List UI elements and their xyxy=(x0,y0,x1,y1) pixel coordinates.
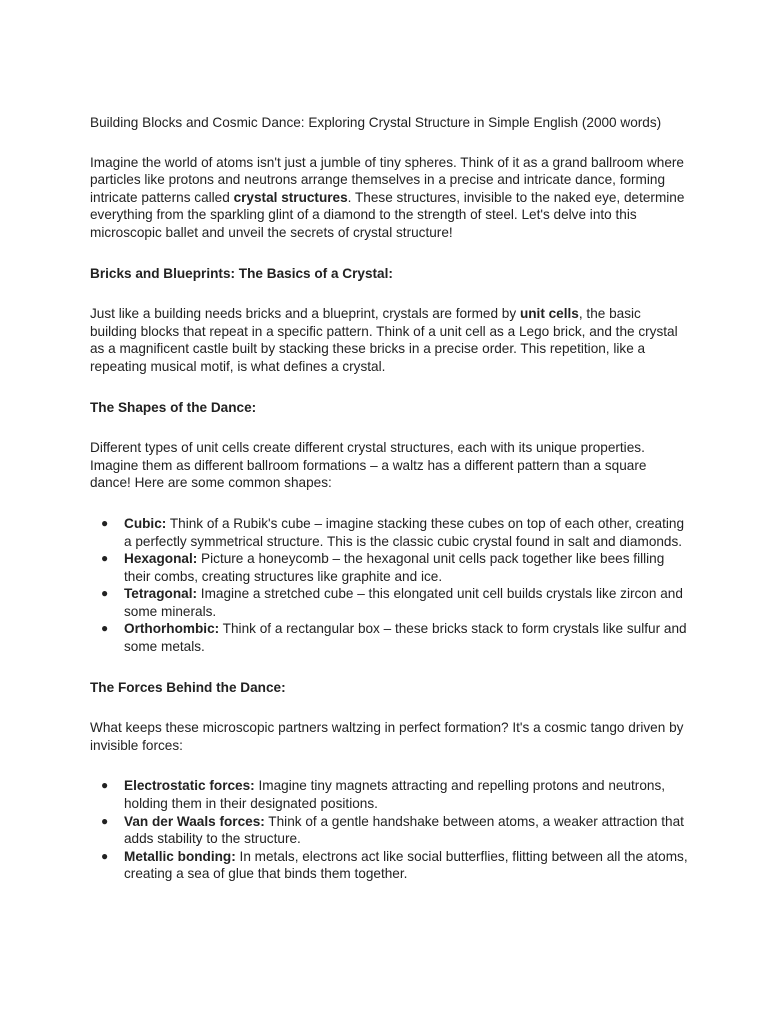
list-item-text: Think of a gentle handshake between atoms, a weaker attraction that adds stability to the structure. xyxy=(124,813,684,847)
list-item-text: Imagine tiny magnets attracting and repelling protons and neutrons, holding them in their designated positions. xyxy=(124,778,666,812)
document-title: Building Blocks and Cosmic Dance: Exploring Crystal Structure in Simple English (2000 words) xyxy=(90,115,662,130)
section-heading-shapes: The Shapes of the Dance: xyxy=(90,399,257,415)
list-item-text: In metals, electrons act like social butterflies, flitting between all the atoms, creating a sea of glue that binds them together. xyxy=(124,848,688,882)
basics-text-after: , the basic building blocks that repeat in a specific pattern. Think of a unit cell as a Lego brick, and the crystal as a magnificent castle built by stacking these bricks in a precise order. This repetition, like a repeating musical motif, is what defines a crystal. xyxy=(90,306,678,374)
list-item xyxy=(90,585,690,620)
intro-paragraph xyxy=(90,154,690,242)
shapes-bullet-list xyxy=(90,515,690,656)
list-item-text: Picture a honeycomb – the hexagonal unit cells pack together like bees filling their combs, creating structures like graphite and ice. xyxy=(124,551,665,584)
list-item xyxy=(90,515,690,550)
section-paragraph-forces: What keeps these microscopic partners waltzing in perfect formation? It's a cosmic tango driven by invisible forces: xyxy=(90,720,684,753)
intro-bold-term: crystal structures xyxy=(233,189,348,205)
list-item-term: Van der Waals forces: xyxy=(124,813,265,829)
list-item-term: Cubic: xyxy=(124,515,167,531)
intro-text-before: Imagine the world of atoms isn't just a jumble of tiny spheres. Think of it as a grand ballroom where particles like protons and neutrons arrange themselves in a precise and intricate dance, forming intricate patterns called xyxy=(90,154,684,205)
list-item-text: Think of a Rubik's cube – imagine stacking these cubes on top of each other, creating a perfectly symmetrical structure. This is the classic cubic crystal found in salt and diamonds. xyxy=(124,515,685,549)
list-item-term: Orthorhombic: xyxy=(124,621,220,637)
basics-text-before: Just like a building needs bricks and a blueprint, crystals are formed by xyxy=(90,306,520,322)
list-item xyxy=(90,813,690,848)
section-paragraph-basics xyxy=(90,305,690,375)
list-item-text: Think of a rectangular box – these bricks stack to form crystals like sulfur and some metals. xyxy=(124,621,687,655)
list-item xyxy=(90,777,690,812)
bullet-icon: ● xyxy=(101,778,109,793)
bullet-icon: ● xyxy=(101,551,109,566)
list-item-term: Metallic bonding: xyxy=(124,848,236,864)
section-heading-forces: The Forces Behind the Dance: xyxy=(90,679,286,695)
section-paragraph-shapes: Different types of unit cells create different crystal structures, each with its unique properties. Imagine them as different ballroom formations – a waltz has a different pattern than a square dance! Here are some common shapes: xyxy=(90,440,647,491)
list-item-text: Imagine a stretched cube – this elongated unit cell builds crystals like zircon and some minerals. xyxy=(124,586,683,619)
section-heading-basics: Bricks and Blueprints: The Basics of a Crystal: xyxy=(90,265,393,281)
bullet-icon: ● xyxy=(101,813,109,828)
bullet-icon: ● xyxy=(101,848,109,863)
list-item-term: Electrostatic forces: xyxy=(124,778,255,794)
bullet-icon: ● xyxy=(101,515,109,530)
list-item-term: Tetragonal: xyxy=(124,586,198,602)
bullet-icon: ● xyxy=(101,621,109,636)
list-item-term: Hexagonal: xyxy=(124,551,198,567)
list-item xyxy=(90,620,690,655)
intro-text-after: . These structures, invisible to the naked eye, determine everything from the sparkling glint of a diamond to the strength of steel. Let's delve into this microscopic ballet and unveil the secrets of crystal structure! xyxy=(90,189,685,240)
bullet-icon: ● xyxy=(101,586,109,601)
forces-bullet-list xyxy=(90,777,690,883)
list-item xyxy=(90,848,690,883)
list-item xyxy=(90,550,690,585)
basics-bold-term: unit cells xyxy=(519,306,579,322)
document-page xyxy=(90,114,690,906)
